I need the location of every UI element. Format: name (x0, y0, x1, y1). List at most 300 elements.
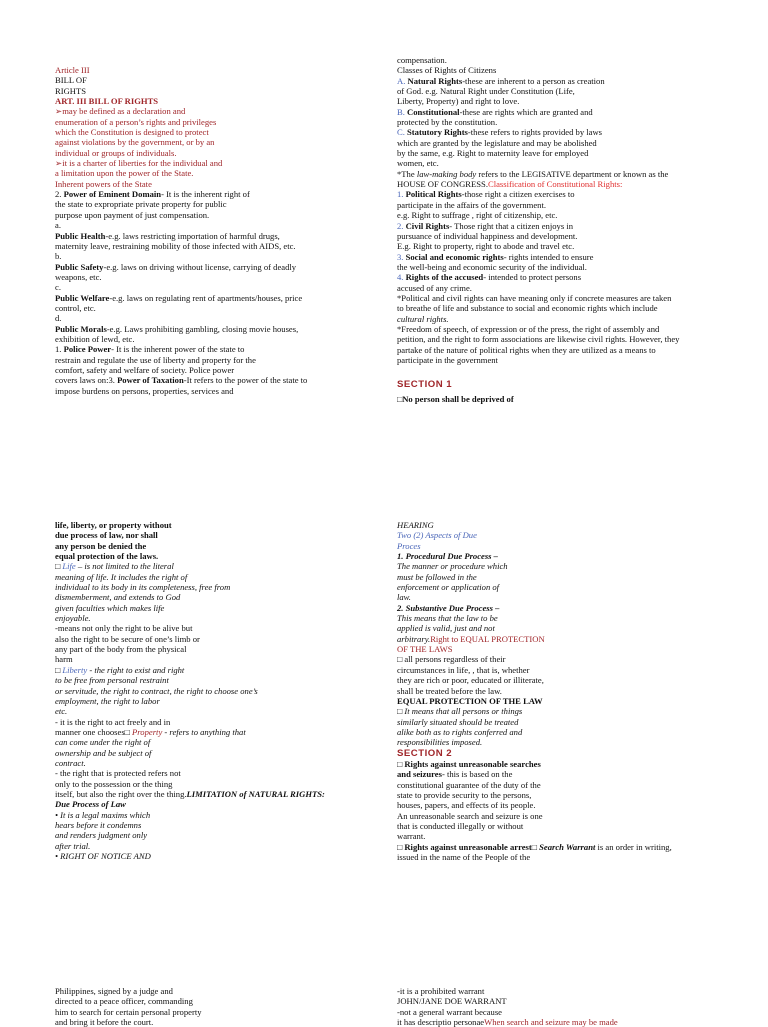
text-run: • RIGHT OF NOTICE AND (55, 851, 151, 861)
text-run: 1. (55, 344, 64, 355)
text-line (397, 65, 679, 75)
page2-left-column (55, 520, 325, 861)
text-run: petition, and the right to form associations are likewise civil rights. However, they (397, 334, 680, 345)
text-run: B. (397, 106, 408, 117)
text-run: ownership and be subject of (55, 747, 152, 758)
text-line (397, 603, 672, 613)
text-run: □ (55, 664, 63, 675)
text-run: houses, papers, and effects of its people. (397, 800, 536, 811)
checkbox-glyph-icon: □ (397, 394, 403, 404)
text-run: -these are inherent to a person as creation (462, 75, 605, 86)
text-line (397, 551, 672, 561)
text-run: OF THE LAWS (397, 644, 453, 655)
text-line (397, 821, 672, 831)
text-run: issued in the name of the People of the (397, 852, 531, 862)
text-line (397, 737, 672, 747)
text-line (55, 592, 325, 602)
text-run: Natural Rights (407, 75, 463, 86)
text-run: - the right to exist and right (87, 664, 185, 675)
text-run: individual to its body in its completeness, free from (55, 582, 231, 593)
text-line (55, 686, 325, 696)
text-line (397, 107, 679, 117)
text-run: Liberty, Property) and right to love. (397, 96, 520, 107)
text-line (397, 334, 679, 344)
text-run: 2. (397, 220, 406, 231)
text-run: - Those right that a citizen enjoys in (449, 220, 573, 231)
text-run: This means that the law to be (397, 613, 498, 624)
text-run: ➢may be defined as a declaration and (55, 106, 186, 117)
text-run: Power of Eminent Domain (63, 189, 162, 200)
text-line (397, 314, 679, 324)
text-line (397, 283, 679, 293)
text-run: RIGHTS (55, 85, 87, 96)
text-run: also the right to be secure of one’s limb or (55, 633, 200, 644)
text-line (55, 748, 325, 758)
text-run: accused of any crime. (397, 282, 472, 293)
text-run: a. (55, 220, 61, 231)
text-line (55, 830, 325, 840)
text-run: Rights of the accused (405, 272, 484, 283)
text-run: manner one chooses□ (55, 726, 133, 737)
text-run: -those right a citizen exercises to (461, 189, 575, 200)
text-line (55, 231, 307, 241)
text-run: - refers to anything that (162, 726, 246, 737)
text-line (397, 76, 679, 86)
text-run: the state to expropriate private property for public (55, 199, 227, 210)
text-line (397, 623, 672, 633)
text-line (55, 634, 325, 644)
text-line (55, 551, 325, 561)
text-run: maternity leave, restraining mobility of those infected with AIDS, etc. (55, 240, 296, 251)
text-run: □ (55, 561, 63, 572)
text-run: that is conducted illegally or without (397, 820, 524, 831)
text-run: the well-being and economic security of the individual. (397, 261, 587, 272)
text-line (397, 303, 679, 313)
text-line (55, 293, 307, 303)
text-line (55, 158, 307, 168)
text-line (55, 86, 307, 96)
text-run: life, liberty, or property without (55, 520, 172, 530)
text-line (397, 1007, 618, 1017)
text-run: state to provide security to the persons, (397, 789, 532, 800)
text-line (55, 561, 325, 571)
text-line (55, 344, 307, 354)
text-run: due process of law, nor shall (55, 530, 158, 541)
text-run: • It is a legal maxims which (55, 809, 151, 820)
text-line (55, 613, 325, 623)
text-run: -means not only the right to be alive but (55, 623, 193, 634)
section1-title: SECTION 1 (397, 379, 453, 390)
text-run: circumstances in life, , that is, whether (397, 664, 530, 675)
text-run: -e.g. laws restricting importation of harmful drugs, (105, 230, 280, 241)
text-run: Civil Rights (405, 220, 450, 231)
text-run: □ (397, 841, 405, 852)
text-line (55, 582, 325, 592)
text-line (55, 324, 307, 334)
text-run: When search and seizure may be made (484, 1017, 618, 1027)
text-run: Philippines, signed by a judge and (55, 986, 173, 996)
text-line (55, 841, 325, 851)
text-line (55, 603, 325, 613)
text-line (55, 210, 307, 220)
text-line (55, 675, 325, 685)
text-run: Public Safety (55, 261, 104, 272)
text-line (55, 644, 325, 654)
text-line (397, 293, 679, 303)
text-run: ➢it is a charter of liberties for the individual and (55, 158, 223, 169)
text-run: Statutory Rights (407, 127, 468, 138)
text-run: Constitutional (407, 106, 460, 117)
text-line (55, 355, 307, 365)
text-line (397, 530, 672, 540)
text-line (397, 727, 672, 737)
text-run: to breathe of life and substance to social and economic rights which include (397, 303, 658, 314)
text-run: Inherent powers of the State (55, 178, 152, 189)
text-run: Power of Taxation (117, 375, 184, 386)
page2-right-column (397, 520, 672, 862)
text-line (397, 96, 679, 106)
text-run: Search Warrant (539, 841, 596, 852)
text-run: partake of the nature of political rights when they are utilized as a means to (397, 344, 656, 355)
text-line (397, 717, 672, 727)
text-run: etc. (55, 706, 68, 717)
text-run: -these are rights which are granted and (459, 106, 593, 117)
text-run: warrant. (397, 831, 426, 842)
text-run: alike both as to rights conferred and (397, 726, 523, 737)
text-run: after trial. (55, 840, 91, 851)
text-line (397, 210, 679, 220)
text-run: shall be treated before the law. (397, 685, 502, 696)
text-line (55, 996, 202, 1006)
text-run: 1. (397, 189, 406, 200)
text-run: -e.g. Laws prohibiting gambling, closing movie houses, (106, 323, 299, 334)
text-run: LIMITATION of NATURAL RIGHTS: (186, 788, 325, 799)
page1-right-column (397, 55, 679, 365)
text-run: Liberty (62, 664, 88, 675)
text-line (55, 96, 307, 106)
text-run: comfort, safety and welfare of society. Police power (55, 364, 235, 375)
text-line (397, 86, 679, 96)
text-run: Public Health (55, 230, 106, 241)
page1-left-column (55, 65, 307, 396)
text-line (55, 75, 307, 85)
text-line (397, 634, 672, 644)
text-run: 2. Substantive Due Process – (397, 602, 500, 613)
text-run: law-making body (416, 168, 477, 179)
text-line (397, 200, 679, 210)
section1-heading (397, 380, 452, 390)
text-line (55, 572, 325, 582)
text-run: him to search for certain personal property (55, 1006, 202, 1017)
text-run: any part of the body from the physical (55, 644, 187, 655)
text-line (55, 220, 307, 230)
text-line (55, 375, 307, 385)
text-run: arbitrary. (397, 633, 431, 644)
text-run: covers laws on:3. (55, 375, 118, 386)
text-line (55, 313, 307, 323)
text-run: Right to EQUAL PROTECTION (430, 633, 545, 644)
text-run: -e.g. laws on driving without license, carrying of deadly (103, 261, 297, 272)
text-run: Political Rights (405, 189, 462, 200)
text-run: -not a general warrant because (397, 1006, 502, 1017)
text-line (397, 582, 672, 592)
text-line (397, 324, 679, 334)
text-run: compensation. (397, 55, 447, 65)
text-run: law. (397, 592, 411, 603)
text-line (55, 541, 325, 551)
text-run: c. (55, 282, 61, 293)
text-run: Two (2) Aspects of Due (397, 530, 477, 541)
text-run: by the same, e.g. Right to maternity leave for employed (397, 148, 589, 159)
text-run: – is not limited to the literal (75, 561, 174, 572)
text-run: □ (397, 758, 405, 769)
text-run: - the right that is protected refers not (55, 768, 181, 779)
text-run: C. (397, 127, 408, 138)
text-line (397, 831, 672, 841)
text-run: - rights intended to ensure (503, 251, 594, 262)
text-run: E.g. Right to property, right to abode and travel etc. (397, 241, 575, 252)
text-run: women, etc. (397, 158, 439, 169)
text-line (397, 613, 672, 623)
text-line (397, 117, 679, 127)
text-line (397, 686, 672, 696)
text-line (397, 780, 672, 790)
text-run: EQUAL PROTECTION OF THE LAW (397, 695, 543, 706)
text-run: given faculties which makes life (55, 602, 165, 613)
text-line (55, 768, 325, 778)
text-run: -it is a prohibited warrant (397, 986, 485, 996)
text-line (55, 241, 307, 251)
text-run: to be free from personal restraint (55, 675, 169, 686)
text-line (397, 345, 679, 355)
text-run: participate in the government (397, 354, 498, 365)
text-run: of God. e.g. Natural Right under Constitution (Life, (397, 86, 575, 97)
text-run: - intended to protect persons (483, 272, 582, 283)
text-line (55, 623, 325, 633)
text-line (55, 189, 307, 199)
text-line (55, 810, 325, 820)
text-run: can come under the right of (55, 737, 151, 748)
text-line (55, 334, 307, 344)
text-run: 4. (397, 272, 406, 283)
text-run: and bring it before the court. (55, 1017, 154, 1027)
text-line (397, 644, 672, 654)
text-line (397, 748, 672, 759)
text-run: employment, the right to labor (55, 695, 160, 706)
text-run: dismemberment, and extends to God (55, 592, 181, 603)
text-run: pursuance of individual happiness and development. (397, 230, 578, 241)
text-run: Public Morals (55, 323, 107, 334)
text-line (397, 262, 679, 272)
text-run: harm (55, 654, 73, 665)
text-run: □ (531, 841, 540, 852)
text-line (397, 148, 679, 158)
text-line (55, 820, 325, 830)
text-run: Rights against unreasonable arrest (404, 841, 532, 852)
text-run: and renders judgment only (55, 830, 148, 841)
text-line (397, 572, 672, 582)
text-run: any person be denied the (55, 540, 147, 551)
text-run: 2. (55, 189, 64, 200)
text-run: HOUSE OF CONGRESS. (397, 179, 488, 190)
text-run: The manner or procedure which (397, 561, 508, 572)
text-run: participate in the affairs of the government. (397, 199, 546, 210)
section1-text: No person shall be deprived of (402, 394, 514, 404)
page3-left-column (55, 986, 202, 1027)
text-line (397, 252, 679, 262)
text-run: enjoyable. (55, 613, 91, 624)
text-line (397, 654, 672, 664)
text-line (397, 800, 672, 810)
text-line (397, 241, 679, 251)
text-run: directed to a peace officer, commanding (55, 996, 193, 1007)
text-run: *Freedom of speech, of expression or of the press, the right of assembly and (397, 323, 660, 334)
text-line (55, 117, 307, 127)
text-run: exhibition of lewd, etc. (55, 333, 135, 344)
text-line (397, 811, 672, 821)
text-line (55, 127, 307, 137)
text-run: they are rich or poor, educated or illiterate, (397, 675, 544, 686)
text-run: which the Constitution is designed to protect (55, 127, 209, 138)
text-line (55, 717, 325, 727)
text-line (397, 272, 679, 282)
text-line (55, 758, 325, 768)
text-run: applied is valid, just and not (397, 623, 495, 634)
text-run: Proces (397, 540, 421, 551)
text-run: which are granted by the legislature and may be abolished (397, 137, 597, 148)
text-run: Classes of Rights of Citizens (397, 65, 497, 76)
text-run: □ all persons regardless of their (397, 654, 506, 665)
text-line (55, 986, 202, 996)
text-line (397, 138, 679, 148)
text-run: A. (397, 75, 408, 86)
text-run: similarly situated should be treated (397, 716, 519, 727)
text-line (397, 696, 672, 706)
text-run: d. (55, 313, 62, 324)
text-run: responsibilities imposed. (397, 737, 483, 748)
text-run: constitutional guarantee of the duty of the (397, 779, 541, 790)
text-line (55, 282, 307, 292)
text-run: control, etc. (55, 302, 96, 313)
text-run: - it is the right to act freely and in (55, 716, 171, 727)
text-line (55, 727, 325, 737)
text-run: enforcement or application of (397, 582, 500, 593)
text-line (55, 179, 307, 189)
text-run: is an order in writing, (595, 841, 672, 852)
text-run: protected by the constitution. (397, 117, 498, 128)
text-run: - It is the inherent power of the state to (111, 344, 245, 355)
text-line (55, 386, 307, 396)
text-run: weapons, etc. (55, 271, 102, 282)
text-line (397, 355, 679, 365)
text-line (397, 665, 672, 675)
text-line (397, 55, 679, 65)
text-line (55, 779, 325, 789)
text-line (55, 696, 325, 706)
text-run: Property (132, 726, 163, 737)
text-run: b. (55, 251, 62, 262)
text-line (397, 852, 672, 862)
text-run: 1. Procedural Due Process – (397, 551, 498, 562)
text-run: cultural rights. (397, 313, 449, 324)
text-line (55, 168, 307, 178)
text-run: HEARING (397, 520, 434, 530)
text-line (397, 769, 672, 779)
text-line (55, 251, 307, 261)
text-line (55, 303, 307, 313)
text-run: a limitation upon the power of the State. (55, 168, 194, 179)
section1-first-line (397, 394, 514, 404)
text-run: - this is based on the (441, 769, 513, 780)
text-line (397, 169, 679, 179)
text-run: itself, but also the right over the thing. (55, 788, 187, 799)
text-line (55, 272, 307, 282)
text-line (397, 996, 618, 1006)
text-run: Rights against unreasonable searches (404, 758, 541, 769)
text-line (397, 842, 672, 852)
text-line (397, 759, 672, 769)
page3-right-column (397, 986, 618, 1027)
text-run: BILL OF (55, 75, 87, 86)
text-line (397, 189, 679, 199)
text-line (55, 737, 325, 747)
text-run: *Political and civil rights can have meaning only if concrete measures are taken (397, 292, 672, 303)
text-run: ART. III BILL OF RIGHTS (55, 96, 159, 107)
text-run: contract. (55, 757, 86, 768)
text-line (55, 365, 307, 375)
text-line (55, 1007, 202, 1017)
text-run: -It refers to the power of the state to (183, 375, 308, 386)
text-line (55, 106, 307, 116)
text-run: Police Power (63, 344, 112, 355)
text-line (55, 654, 325, 664)
text-line (397, 158, 679, 168)
text-run: must be followed in the (397, 571, 477, 582)
text-line (55, 530, 325, 540)
text-run: □ It means that all persons or things (397, 706, 523, 717)
text-run: *The (397, 168, 417, 179)
text-run: restrain and regulate the use of liberty and property for the (55, 354, 256, 365)
text-line (55, 1017, 202, 1027)
text-run: only to the possession or the thing (55, 778, 173, 789)
text-run: -these refers to rights provided by laws (467, 127, 603, 138)
text-line (397, 127, 679, 137)
text-run: 3. (397, 251, 406, 262)
text-run: meaning of life. It includes the right of (55, 571, 188, 582)
text-run: individual or groups of individuals. (55, 147, 177, 158)
text-line (55, 799, 325, 809)
text-run: -e.g. laws on regulating rent of apartments/houses, price (109, 292, 303, 303)
text-run: hears before it condemns (55, 819, 142, 830)
text-run: against violations by the government, or by an (55, 137, 215, 148)
text-run: SECTION 2 (397, 747, 453, 759)
text-line (55, 137, 307, 147)
text-run: JOHN/JANE DOE WARRANT (397, 996, 507, 1007)
text-run: impose burdens on persons, properties, services and (55, 385, 234, 396)
text-run: purpose upon payment of just compensation. (55, 209, 210, 220)
text-run: Life (62, 561, 76, 572)
text-run: and seizures (397, 769, 442, 780)
text-run: Classification of Constitutional Rights: (487, 179, 623, 190)
text-line (397, 706, 672, 716)
text-run: or servitude, the right to contract, the right to choose one’s (55, 685, 258, 696)
text-line (55, 789, 325, 799)
text-line (397, 520, 672, 530)
text-line (397, 790, 672, 800)
text-run: it has descriptio personae (397, 1017, 485, 1027)
text-line (397, 986, 618, 996)
text-line (55, 199, 307, 209)
